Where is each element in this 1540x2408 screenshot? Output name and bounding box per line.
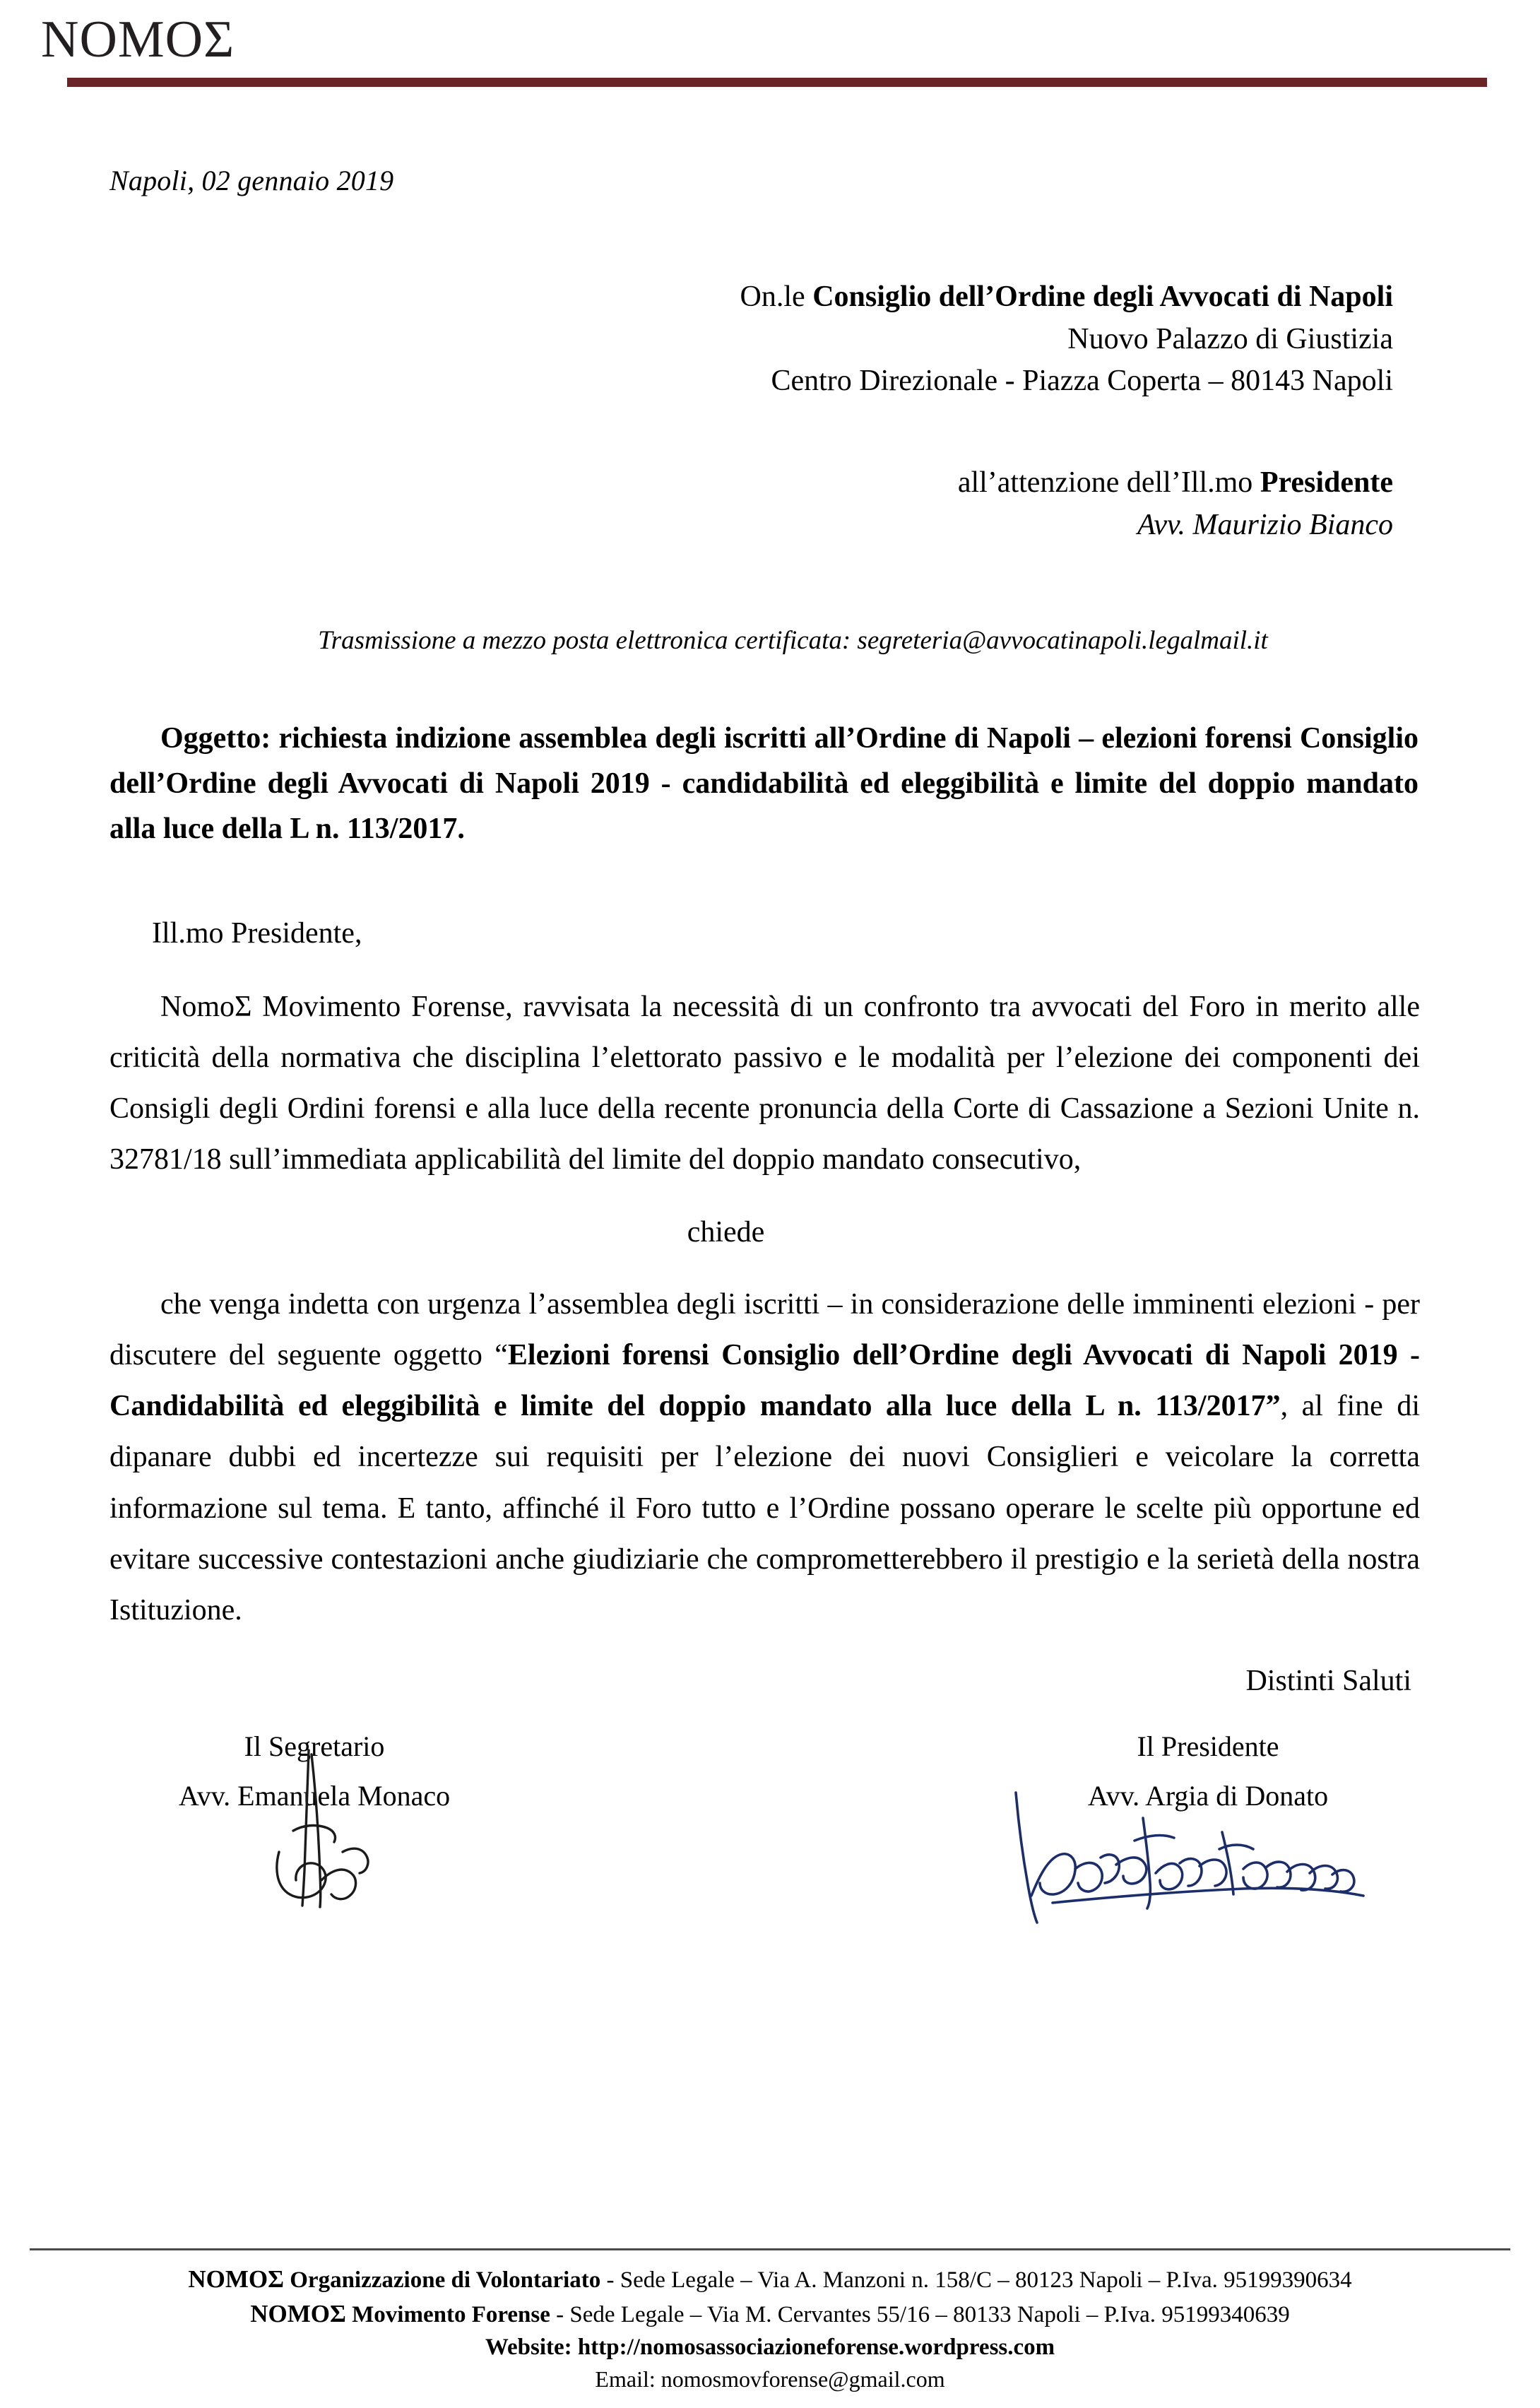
attention-block <box>109 462 1427 546</box>
footer-entity-2: Movimento Forense <box>345 2301 550 2327</box>
footer-website: Website: http://nomosassociazioneforense.wordpress.com <box>485 2335 1055 2361</box>
footer-line-2 <box>35 2296 1505 2331</box>
footer-address-1: - Sede Legale – Via A. Manzoni n. 158/C – 80123 Napoli – P.Iva. 95199390634 <box>600 2267 1352 2293</box>
attention-prefix: all’attenzione dell’Ill.mo <box>957 466 1260 499</box>
attention-role: Presidente <box>1260 466 1393 499</box>
footer-entity-1: Organizzazione di Volontariato <box>284 2267 601 2293</box>
footer-lines <box>0 2262 1540 2395</box>
addressee-line-1 <box>109 276 1393 319</box>
body-paragraph-1: NomoΣ Movimento Forense, ravvisata la necessità di un confronto tra avvocati del Foro in merito alle criticità della normativa che disciplina l’elettorato passivo e le modalità per l’elezione dei componenti dei Consigli degli Ordini forensi e alla luce della recente pronuncia della Corte di Cassazione a Sezioni Unite n. 32781/18 sull’immediata applicabilità del limite del doppio mandato consecutivo, <box>109 990 1420 1176</box>
addressee-line-2: Nuovo Palazzo di Giustizia <box>1067 322 1393 355</box>
attention-line <box>109 462 1393 504</box>
attention-person-name: Avv. Maurizio Bianco <box>1137 508 1393 541</box>
pec-transmission-line: Trasmissione a mezzo posta elettronica certificata: segreteria@avvocatinapoli.legalmail.it <box>318 626 1268 656</box>
logo-wrap <box>0 0 1540 68</box>
addressee-organization: Consiglio dell’Ordine degli Avvocati di Napoli <box>812 281 1393 313</box>
assembly-topic-quote: Elezioni forensi Consiglio dell’Ordine degli Avvocati di Napoli 2019 - Candidabilità ed eleggibilità e limite del doppio mandato alla luce della L n. 113/2017” <box>109 1339 1420 1423</box>
footer-rule <box>30 2248 1510 2250</box>
header-rule <box>67 78 1487 87</box>
footer-line-1 <box>35 2262 1505 2296</box>
subject-block: Oggetto: richiesta indizione assemblea degli iscritti all’Ordine di Napoli – elezioni forensi Consiglio dell’Ordine degli Avvocati di Napoli 2019 - candidabilità ed eleggibilità e limite del doppio mandato alla luce della L n. 113/2017. <box>109 722 1418 845</box>
addressee-block <box>109 276 1427 403</box>
letterhead <box>0 0 1540 87</box>
president-role: Il Presidente <box>1137 1730 1279 1763</box>
signature-column-secretary <box>117 1722 512 1821</box>
addressee-line-3: Centro Direzionale - Piazza Coperta – 80143 Napoli <box>771 365 1393 398</box>
body-paragraph-2 <box>109 1279 1427 1636</box>
paragraph-2-tail: , al fine di dipanare dubbi ed incertezze sui requisiti per l’elezione dei nuovi Consiglieri e veicolare la corretta informazione sul tema. E tanto, affinché il Foro tutto e l’Ordine possano operare le scelte più opportune ed evitare successive contestazioni anche giudiziarie che comprometterebbero il prestigio e la serietà della nostra Istituzione. <box>109 1390 1420 1627</box>
closing-salutation: Distinti Saluti <box>1245 1665 1411 1698</box>
date-line: Napoli, 02 gennaio 2019 <box>109 165 394 196</box>
chiede-keyword: chiede <box>687 1215 765 1249</box>
salutation: Ill.mo Presidente, <box>152 916 362 950</box>
nomos-logo: ΝΟΜΟΣ <box>41 11 235 69</box>
secretary-role: Il Segretario <box>244 1730 385 1763</box>
paragraph-2-lead: che venga indetta con urgenza l’assemblea degli iscritti – in considerazione delle imminenti elezioni - per discutere del seguente oggetto “ <box>109 1287 1420 1372</box>
secretary-name: Avv. Emanuela Monaco <box>178 1780 451 1812</box>
signature-block <box>109 1722 1427 1934</box>
addressee-honorific: On.le <box>740 281 813 313</box>
page-footer <box>0 2248 1540 2395</box>
footer-nomos-2: ΝΟΜΟΣ <box>250 2299 346 2327</box>
letter-body <box>0 134 1540 1934</box>
signature-column-president <box>1010 1722 1406 1821</box>
footer-nomos-1: ΝΟΜΟΣ <box>188 2265 285 2293</box>
footer-email: Email: nomosmovforense@gmail.com <box>595 2366 945 2392</box>
footer-address-2: - Sede Legale – Via M. Cervantes 55/16 – 80133 Napoli – P.Iva. 95199340639 <box>550 2301 1290 2327</box>
president-name: Avv. Argia di Donato <box>1087 1780 1329 1812</box>
